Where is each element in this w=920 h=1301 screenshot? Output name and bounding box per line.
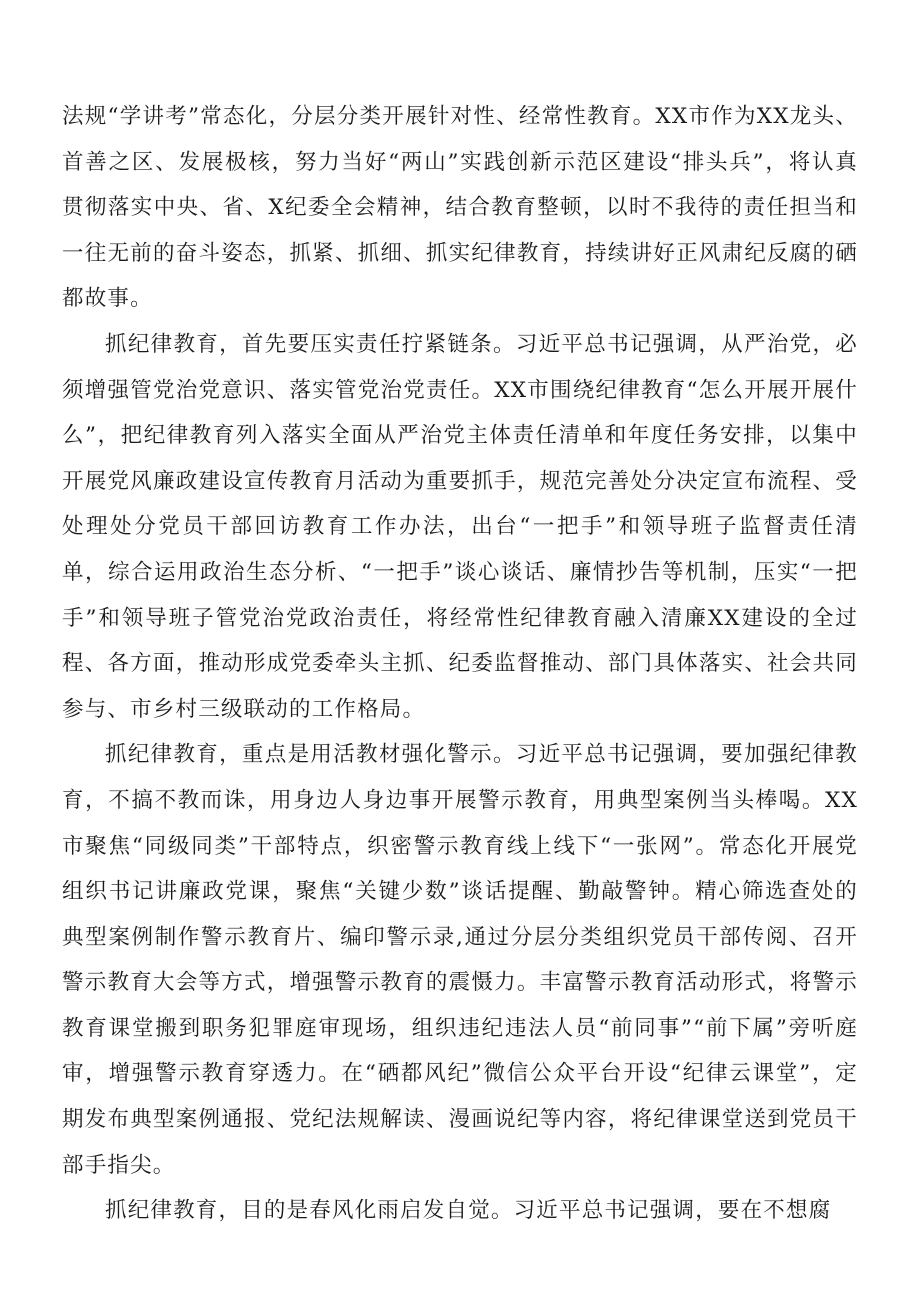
paragraph-4: 抓纪律教育，目的是春风化雨启发自觉。习近平总书记强调，要在不想腐 bbox=[105, 1198, 832, 1224]
paragraph-1: 法规“学讲考”常态化，分层分类开展针对性、经常性教育。XX市作为XX龙头、首善之区、发展极核，努力当好“两山”实践创新示范区建设“排头兵”，将认真贯彻落实中央、省、X纪委全会精神，结合教育整顿，以时不我待的责任担当和一往无前的奋斗姿态，抓紧、抓细、抓实纪律教育，持续讲好正风肃纪反腐的硒都故事。 bbox=[62, 104, 858, 312]
document-body bbox=[62, 94, 858, 1234]
paragraph-3: 抓纪律教育，重点是用活教材强化警示。习近平总书记强调，要加强纪律教育，不搞不教而诛，用身边人身边事开展警示教育，用典型案例当头棒喝。XX市聚焦“同级同类”干部特点，织密警示教育线上线下“一张网”。常态化开展党组织书记讲廉政党课，聚焦“关键少数”谈话提醒、勤敲警钟。精心筛选查处的典型案例制作警示教育片、编印警示录,通过分层分类组织党员干部传阅、召开警示教育大会等方式，增强警示教育的震慑力。丰富警示教育活动形式，将警示教育课堂搬到职务犯罪庭审现场，组织违纪违法人员“前同事”“前下属”旁听庭审，增强警示教育穿透力。在“硒都风纪”微信公众平台开设“纪律云课堂”，定期发布典型案例通报、党纪法规解读、漫画说纪等内容，将纪律课堂送到党员干部手指尖。 bbox=[62, 742, 858, 1178]
paragraph-2: 抓纪律教育，首先要压实责任拧紧链条。习近平总书记强调，从严治党，必须增强管党治党意识、落实管党治党责任。XX市围绕纪律教育“怎么开展开展什么”，把纪律教育列入落实全面从严治党主体责任清单和年度任务安排，以集中开展党风廉政建设宣传教育月活动为重要抓手，规范完善处分决定宣布流程、受处理处分党员干部回访教育工作办法，出台“一把手”和领导班子监督责任清单，综合运用政治生态分析、“一把手”谈心谈话、廉情抄告等机制，压实“一把手”和领导班子管党治党政治责任，将经常性纪律教育融入清廉XX建设的全过程、各方面，推动形成党委牵头主抓、纪委监督推动、部门具体落实、社会共同参与、市乡村三级联动的工作格局。 bbox=[62, 331, 858, 722]
